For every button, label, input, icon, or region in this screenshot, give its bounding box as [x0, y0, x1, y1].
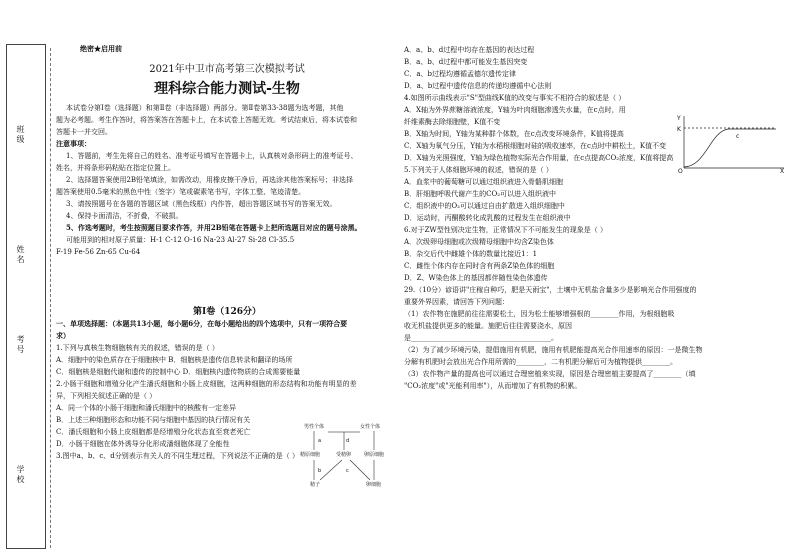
question-4-option: A．X轴为外界蔗糖溶液浓度，Y轴为叶肉细胞渗透失水量，在c点时，用 — [404, 106, 626, 114]
diagram-label-b: b — [318, 468, 322, 474]
atomic-mass-line: 可能用到的相对原子质量：H-1 C-12 O-16 Na-23 Al-27 Si-28 Cl-35.5 — [66, 236, 295, 244]
question-1-stem: 1.下列与真核生物细胞核有关的叙述，错误的是（ ） — [56, 344, 219, 352]
binding-label-name: 姓名 — [16, 245, 25, 265]
graph-y-label: Y — [677, 115, 681, 122]
question-3-option: C．a、b过程均遵循孟德尔遗传定律 — [404, 70, 517, 78]
question-5-option: B．肝细胞呼吸代谢产生的CO₂可以进入组织液中 — [404, 190, 557, 198]
graph-origin-label: O — [678, 168, 683, 174]
question-3-option: D．a、b过程中遗传信息的传递均遵循中心法则 — [404, 82, 552, 90]
question-29-stem: 重要外界因素，请回答下列问题： — [404, 298, 509, 306]
diagram-egg-label: 卵细胞 — [366, 482, 382, 488]
left-column — [56, 102, 398, 258]
secret-mark: 绝密★启用前 — [80, 44, 122, 53]
question-1-option: A．细胞中的染色质存在于细胞核中 B．细胞核是遗传信息转录和翻译的场所 — [56, 356, 293, 364]
question-29-part: 分解有机肥时会放出光合作用所需的________，二有机肥分解后可为植物提供________。 — [404, 358, 677, 366]
diagram-sperm-label: 精子 — [310, 482, 321, 488]
right-column — [404, 44, 788, 392]
question-5-stem: 5.下列关于人体细胞环境的叙述，错误的是（ ） — [404, 166, 553, 174]
s-curve-graph — [676, 112, 788, 174]
section-heading: 求） — [56, 331, 70, 340]
binding-label-school: 学校 — [16, 465, 25, 485]
diagram-sperm-cell-label: 精原细胞 — [300, 452, 321, 458]
question-6-stem: 6.对于ZW型性别决定生物，正常情况下不可能发生的现象是（ ） — [404, 226, 607, 234]
question-6-option: D．Z、W染色体上的基因都伴随性染色体遗传 — [404, 274, 548, 282]
diagram-egg-cell-label: 卵原细胞 — [364, 452, 385, 458]
graph-s-curve — [684, 129, 776, 167]
diagram-label-c: c — [346, 468, 349, 474]
atomic-mass-line: F-19 Fe-56 Zn-65 Cu-64 — [56, 248, 141, 256]
question-4-stem: 4.如图所示曲线表示"S"型曲线K值的改变与事实不相符合的叙述是（ ） — [404, 94, 626, 102]
intro-line: 题为必考题。考生作答时，将答案答在答题卡上，在本试卷上答题无效。考试结束后，将本试卷和 — [56, 116, 357, 124]
diagram-male-label: 男性个体 — [304, 424, 325, 430]
seal-line — [50, 48, 51, 548]
question-29-part: （3）农作物产量的提高也可以通过合理密植来实现，原因是合理密植主要提高了________（填 — [404, 370, 696, 378]
note-line: 题答案使用0.5毫米的黑色中性（签字）笔或碳素笔书写，字体工整、笔迹清楚。 — [56, 188, 306, 196]
question-1-option: C．细胞核是细胞代谢和遗传的控制中心 D．细胞核内遗传物质的合成需要能量 — [56, 368, 301, 376]
binding-label-exam-no: 考号 — [16, 335, 25, 355]
question-6-option: C．雌性个体内存在同时含有两条Z染色体的细胞 — [404, 262, 555, 270]
note-line: 5、作选考题时，考生按照题目要求作答，并用2B铅笔在答题卡上把所选题目对应的题号涂黑。 — [66, 223, 362, 232]
question-29-part: "CO₂浓度"或"光能利用率"），从而增加了有机物的积累。 — [404, 382, 582, 390]
question-6-option: B．杂交后代中雌雄个体的数量比接近1：1 — [404, 250, 538, 258]
note-line: 姓名，并将条形码粘贴在指定位置上。 — [56, 164, 175, 172]
note-line: 4、保持卡面清洁，不折叠，不破损。 — [66, 212, 183, 220]
question-29-part: 收无机盐提供更多的能量。施肥后往往需要浇水，原因 — [404, 322, 572, 330]
diagram-arrow — [320, 460, 342, 480]
graph-k-label: K — [677, 126, 681, 133]
part-one-heading: 第Ⅰ卷（126分） — [193, 307, 261, 317]
binding-strip — [6, 44, 46, 549]
graph-x-label: X — [780, 168, 785, 174]
question-2-option: D．小肠干细胞在体外诱导分化形成潘细胞体现了全能性 — [56, 440, 230, 448]
note-line: 1、答题前，考生先将自己的姓名、准考证号填写在答题卡上，认真核对条形码上的准考证号、 — [66, 152, 358, 160]
note-line: 3、请按照题号在各题的答题区域（黑色线框）内作答，超出答题区域书写的答案无效。 — [66, 200, 337, 208]
exam-title: 2021年中卫市高考第三次模拟考试 — [149, 64, 305, 75]
question-3-stem: 3.图中a、b、c、d分别表示有关人的不同生理过程，下列说法不正确的是（ ） — [56, 452, 299, 460]
note-line: 2、选择题答案使用2B铅笔填涂，如需改动，用橡皮擦干净后，再选涂其他答案标号；非选择 — [66, 176, 354, 184]
question-2-option: B．上述三种细胞形态和功能不同与细胞中基因的执行情况有关 — [56, 416, 251, 424]
question-29-part: 是________________________________________。 — [404, 334, 558, 342]
question-29-part: （1）农作物在施肥前往往需要松土，因为松土能够增强根的________作用，为根细胞吸 — [404, 310, 675, 318]
question-2-stem: 异，下列相关叙述正确的是（ ） — [56, 392, 157, 400]
question-4-option: B．X轴为时间，Y轴为某种群个体数，在c点改变环境条件，K值将提高 — [404, 130, 624, 138]
question-3-option: B．a、b、d过程中都可能发生基因突变 — [404, 58, 528, 66]
question-5-option: A．血浆中的葡萄糖可以通过组织液进入骨骼肌细胞 — [404, 178, 564, 186]
paper-title: 理科综合能力测试-生物 — [154, 81, 300, 97]
question-3-option: A．a、b、d过程中均存在基因的表达过程 — [404, 46, 535, 54]
question-6-option: A．次级卵母细胞或次级精母细胞中均含Z染色体 — [404, 238, 554, 246]
question-2-option: C．潘氏细胞和小肠上皮细胞都是经增殖分化状态直至衰老死亡 — [56, 428, 251, 436]
intro-line: 本试卷分第Ⅰ卷（选择题）和第Ⅱ卷（非选择题）两部分。第Ⅱ卷第33-38题为选考题，其他 — [66, 104, 344, 112]
question-4-option: C．X轴为氧气分压，Y轴为水稻根细胞对硅的吸收速率，在c点时中耕松土，K值不变 — [404, 142, 667, 150]
section-heading: 一、单项选择题：（本题共13小题，每小题6分，在每小题给出的四个选项中，只有一项符合要 — [56, 319, 348, 328]
graph-c-label: c — [736, 133, 740, 140]
question-4-option: 纤维素酶去除细胞壁，K值不变 — [404, 118, 501, 126]
question-5-option: D．运动时，丙酮酸转化成乳酸的过程发生在组织液中 — [404, 214, 571, 222]
diagram-label-a: a — [318, 438, 322, 444]
binding-label-class: 班级 — [16, 125, 25, 145]
question-29-stem: 29.（10分）谚语讲"庄稼自种巧，肥是天雨宝"，土壤中无机盐含量多少是影响光合作用强度的 — [404, 286, 697, 294]
diagram-arrow — [350, 460, 370, 480]
diagram-label-d: d — [346, 438, 350, 444]
question-29-part: （2）为了减少环境污染，提倡施用有机肥，施用有机肥能提高光合作用速率的原因：一是微生物 — [404, 346, 703, 354]
reproduction-diagram — [298, 420, 396, 492]
question-5-option: C．组织液中的O₂可以通过自由扩散进入组织细胞中 — [404, 202, 565, 210]
question-2-stem: 2.小肠干细胞和增殖分化产生潘氏细胞和小肠上皮细胞，这两种细胞的形态结构和功能有明显的差 — [56, 380, 357, 388]
intro-line: 答题卡一并交回。 — [56, 128, 112, 136]
diagram-zygote-label: 受精卵 — [336, 452, 352, 458]
notes-title: 注意事项： — [56, 139, 91, 148]
diagram-female-label: 女性个体 — [360, 424, 381, 430]
question-4-option: D．X轴为光照强度，Y轴为绿色植物实际光合作用量，在c点提高CO₂浓度，K值将提高 — [404, 154, 674, 162]
question-2-option: A．同一个体的小肠干细胞和潘氏细胞中的核酸有一定差异 — [56, 404, 237, 412]
